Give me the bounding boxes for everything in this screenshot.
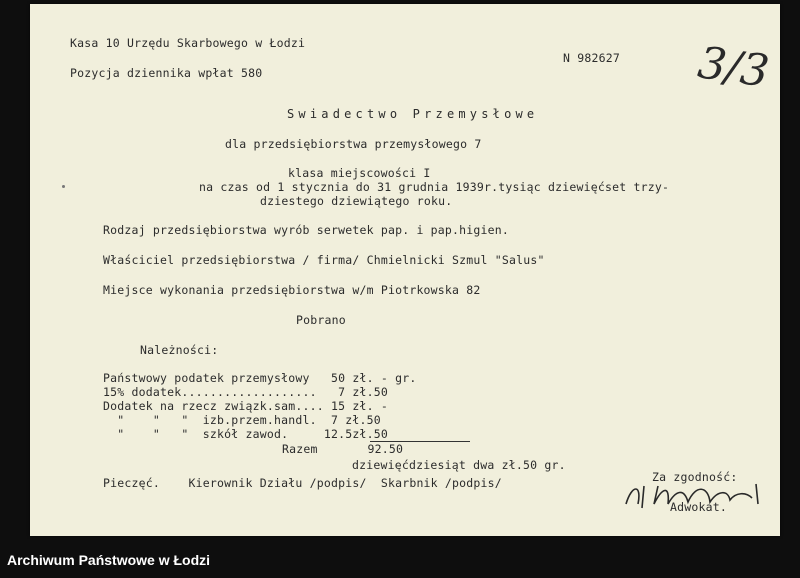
- fee-row: Państwowy podatek przemysłowy 50 zł. - gr.: [103, 371, 417, 385]
- owner-line: Właściciel przedsiębiorstwa / firma/ Chmielnicki Szmul "Salus": [103, 253, 545, 267]
- location-line: Miejsce wykonania przedsiębiorstwa w/m Piotrkowska 82: [103, 283, 481, 297]
- certification-label: Za zgodność:: [652, 470, 738, 484]
- fee-row: Dodatek na rzecz związk.sam.... 15 zł. -: [103, 399, 388, 413]
- dues-heading: Należności:: [140, 343, 219, 357]
- period-line-1: na czas od 1 stycznia do 31 grudnia 1939r.tysiąc dziewięćset trzy-: [199, 180, 670, 194]
- period-line-2: dziestego dziewiątego roku.: [260, 194, 453, 208]
- fee-row: " " " izb.przem.handl. 7 zł.50: [103, 413, 381, 427]
- signature-line: Pieczęć. Kierownik Działu /podpis/ Skarbnik /podpis/: [103, 476, 502, 490]
- locality-class: klasa miejscowości I: [288, 166, 431, 180]
- fee-row: 15% dodatek................... 7 zł.50: [103, 385, 388, 399]
- business-kind: Rodzaj przedsiębiorstwa wyrób serwetek pap. i pap.higien.: [103, 223, 510, 237]
- journal-position: Pozycja dziennika wpłat 580: [70, 66, 263, 80]
- handwritten-mark: 3/3: [694, 37, 773, 98]
- enterprise-type: dla przedsiębiorstwa przemysłowego 7: [225, 137, 482, 151]
- document-paper: [30, 4, 780, 536]
- document-title: Swiadectwo Przemysłowe: [287, 107, 539, 121]
- fee-row: " " " szkół zawod. 12.5zł.50: [103, 427, 388, 441]
- serial-number: N 982627: [563, 51, 620, 65]
- collected-label: Pobrano: [296, 313, 346, 327]
- archive-footer: Archiwum Państwowe w Łodzi: [7, 552, 211, 568]
- total-in-words: dziewięćdziesiąt dwa zł.50 gr.: [352, 458, 566, 472]
- advocate-label: Adwokat.: [670, 500, 727, 514]
- office-line: Kasa 10 Urzędu Skarbowego w Łodzi: [70, 36, 306, 50]
- signature-scribble: [618, 474, 778, 516]
- total-line: Razem 92.50: [282, 442, 404, 456]
- paper-speck: [62, 185, 65, 188]
